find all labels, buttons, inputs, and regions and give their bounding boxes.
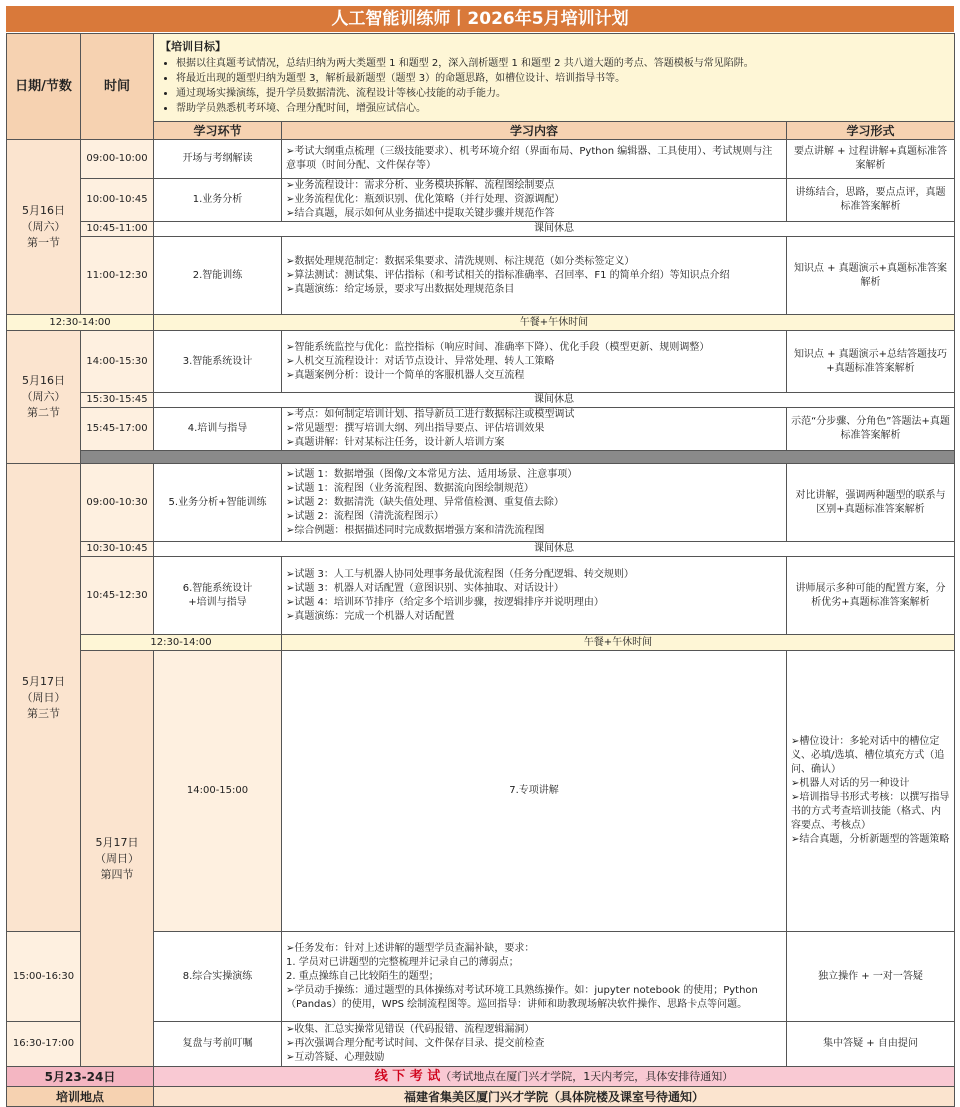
form-cell: 对比讲解，强调两种题型的联系与区别+真题标准答案解析 xyxy=(787,464,955,542)
form-cell: 讲练结合，思路，要点点评，真题标准答案解析 xyxy=(787,179,955,222)
session-cell xyxy=(154,237,282,315)
goal-item: • 通过现场实操演练，提升学员数据清洗、流程设计等核心技能的动手能力。 xyxy=(176,86,948,101)
time-cell: 09:00-10:30 xyxy=(81,464,154,542)
day-weekday: （周日） xyxy=(21,690,66,704)
day-weekday: （周六） xyxy=(21,390,66,403)
content-cell xyxy=(282,140,787,179)
content-line: ➢算法测试：测试集、评估指标（和考试相关的指标准确率、召回率、F1 的简单介绍）等知识点介绍 xyxy=(286,269,730,281)
form-cell: 讲师展示多种可能的配置方案，分析优劣+真题标准答案解析 xyxy=(787,557,955,635)
form-cell: 示范“分步骤、分角色”答题法+真题标准答案解析 xyxy=(787,408,955,451)
session-cell xyxy=(154,408,282,451)
content-line: ➢真题演练：给定场景，要求写出数据处理规范条目 xyxy=(286,283,515,295)
schedule-row xyxy=(7,651,955,932)
goals-list xyxy=(160,56,948,116)
day-weekday: （周六） xyxy=(21,220,66,233)
content-line: ➢业务流程优化：瓶颈识别、优化策略（并行处理、资源调配） xyxy=(286,194,565,205)
content-line: ➢机器人对话的另一种设计 xyxy=(791,778,910,789)
goal-item: • 根据以往真题考试情况，总结归纳为两大类题型 1 和题型 2，深入剖析题型 1 和题型 2 共八道大题的考点、答题模板与常见陷阱。 xyxy=(176,56,948,71)
break-row xyxy=(7,393,955,408)
session-name: 开场与考纲解读 xyxy=(182,153,253,164)
content-line: ➢考点：如何制定培训计划、指导新员工进行数据标注或模型调试 xyxy=(286,409,575,420)
content-line: ➢试题 3：机器人对话配置（意图识别、实体抽取、对话设计） xyxy=(286,582,564,594)
content-line: ➢互动答疑、心理鼓励 xyxy=(286,1052,385,1063)
time-cell: 15:30-15:45 xyxy=(81,393,154,408)
header-form: 学习形式 xyxy=(787,122,955,140)
content-line: ➢结合真题，展示如何从业务描述中提取关键步骤并规范作答 xyxy=(286,208,555,219)
content-cell xyxy=(282,237,787,315)
session-name: 4.培训与指导 xyxy=(187,423,248,434)
session-name: 5.业务分析+智能训练 xyxy=(168,496,267,508)
location-row xyxy=(7,1087,955,1107)
day-section: 第四节 xyxy=(100,867,134,881)
time-cell: 10:30-10:45 xyxy=(81,542,154,557)
content-cell xyxy=(282,1022,787,1067)
content-line: ➢综合例题：根据描述同时完成数据增强方案和清洗流程图 xyxy=(286,524,545,536)
schedule-row xyxy=(7,179,955,222)
divider-cell xyxy=(81,451,955,464)
content-line: ➢真题案例分析：设计一个简单的客服机器人交互流程 xyxy=(286,369,525,381)
content-line: ➢结合真题，分析新题型的答题策略 xyxy=(791,834,950,845)
session-cell xyxy=(154,331,282,393)
session-cell xyxy=(282,651,787,932)
content-line: 1. 学员对已讲题型的完整梳理并记录自己的薄弱点； xyxy=(286,956,519,968)
content-line: ➢智能系统监控与优化：监控指标（响应时间、准确率下降）、优化手段（模型更新、规则调整） xyxy=(286,341,710,353)
lunch-time: 12:30-14:00 xyxy=(81,635,282,651)
form-cell: 独立操作 + 一对一答疑 xyxy=(787,932,955,1022)
exam-note: （考试地点在厦门兴才学院，1天内考完，具体安排待通知） xyxy=(440,1069,734,1083)
form-cell: 知识点 + 真题演示+真题标准答案解析 xyxy=(787,237,955,315)
schedule-row xyxy=(7,464,955,542)
session-cell xyxy=(154,179,282,222)
session-name-2: +培训与指导 xyxy=(188,596,247,608)
content-line: 2. 重点操练自己比较陌生的题型； xyxy=(286,970,439,982)
content-line: ➢学员动手操练：通过题型的具体操练对考试环境工具熟练操作。如：jupyter notebook 的使用；Python（Pandas）的使用，WPS 绘制流程图等。巡回指导：讲师和助教现场解决软件操作、思路卡点等问题。 xyxy=(286,984,758,1010)
break-row xyxy=(7,542,955,557)
session-name: 7.专项讲解 xyxy=(509,785,559,796)
day-section: 第二节 xyxy=(27,406,60,419)
schedule-row xyxy=(7,331,955,393)
location-label: 培训地点 xyxy=(7,1087,154,1107)
lunch-row xyxy=(7,635,955,651)
day-section: 第一节 xyxy=(27,236,60,249)
lunch-row xyxy=(7,315,955,331)
session-name: 8.综合实操演练 xyxy=(182,970,253,982)
day-cell xyxy=(7,331,81,464)
header-date: 日期/节数 xyxy=(7,34,81,140)
content-line: ➢真题演练：完成一个机器人对话配置 xyxy=(286,610,455,622)
content-line: ➢业务流程设计：需求分析、业务模块拆解、流程图绘制要点 xyxy=(286,180,555,191)
content-line: ➢试题 2：流程图（清洗流程图示） xyxy=(286,510,444,522)
day-date: 5月16日 xyxy=(22,204,65,217)
content-line: ➢任务发布：针对上述讲解的题型学员查漏补缺，要求： xyxy=(286,942,535,954)
break-row xyxy=(7,222,955,237)
session-name: 3.智能系统设计 xyxy=(182,355,253,367)
session-cell xyxy=(154,140,282,179)
content-cell xyxy=(282,464,787,542)
content-line: ➢槽位设计：多轮对话中的槽位定义、必填/选填、槽位填充方式（追问、确认） xyxy=(791,736,945,775)
day-date: 5月17日 xyxy=(22,674,65,688)
session-name: 1.业务分析 xyxy=(192,194,243,205)
content-line: ➢数据处理规范制定：数据采集要求、清洗规则、标注规范（如分类标签定义） xyxy=(286,255,635,267)
session-name: 复盘与考前叮嘱 xyxy=(182,1038,253,1049)
day-cell xyxy=(81,651,154,1067)
content-line: ➢试题 2：数据清洗（缺失值处理、异常值检测、重复值去除） xyxy=(286,496,564,508)
day-section: 第三节 xyxy=(27,706,60,720)
time-cell: 16:30-17:00 xyxy=(7,1022,81,1067)
page-title: 人工智能训练师丨2026年5月培训计划 xyxy=(6,6,954,32)
day-weekday: （周日） xyxy=(95,851,139,865)
content-line: ➢试题 1：流程图（业务流程图、数据流向图绘制规范） xyxy=(286,482,534,494)
session-cell xyxy=(154,1022,282,1067)
time-cell: 11:00-12:30 xyxy=(81,237,154,315)
goal-item: • 将最近出现的题型归纳为题型 3，解析最新题型（题型 3）的命题思路，如槽位设计、培训指导书等。 xyxy=(176,71,948,86)
form-cell: 要点讲解 + 过程讲解+真题标准答案解析 xyxy=(787,140,955,179)
day-cell xyxy=(7,464,81,932)
time-cell: 10:00-10:45 xyxy=(81,179,154,222)
content-cell xyxy=(282,557,787,635)
lunch-label: 午餐+午休时间 xyxy=(154,315,955,331)
time-cell: 15:00-16:30 xyxy=(7,932,81,1022)
content-line: ➢培训指导书形式考核：以撰写指导书的方式考查培训技能（格式、内容要点、考核点） xyxy=(791,792,950,831)
content-line: ➢再次强调合理分配考试时间、文件保存目录、提交前检查 xyxy=(286,1038,545,1049)
break-label: 课间休息 xyxy=(154,222,955,237)
content-line: ➢人机交互流程设计：对话节点设计、异常处理、转人工策略 xyxy=(286,355,555,367)
session-name: 2.智能训练 xyxy=(192,269,243,281)
exam-label: 线 下 考 试 xyxy=(374,1068,441,1084)
goal-item: • 帮助学员熟悉机考环境、合理分配时间，增强应试信心。 xyxy=(176,101,948,116)
break-label: 课间休息 xyxy=(154,393,955,408)
session-cell xyxy=(154,557,282,635)
content-cell xyxy=(282,408,787,451)
content-line: ➢试题 3：人工与机器人协同处理事务最优流程图（任务分配逻辑、转交规则） xyxy=(286,568,634,580)
section-divider xyxy=(7,451,955,464)
header-time: 时间 xyxy=(81,34,154,140)
training-goals xyxy=(154,34,955,122)
content-line: ➢考试大纲重点梳理（三级技能要求）、机考环境介绍（界面布局、Python 编辑器、工具使用）、考试规则与注意事项（时间分配、文件保存等） xyxy=(286,146,773,171)
time-cell: 10:45-12:30 xyxy=(81,557,154,635)
break-label: 课间休息 xyxy=(154,542,955,557)
content-cell xyxy=(787,651,955,932)
content-line: ➢试题 1：数据增强（图像/文本常见方法、适用场景、注意事项） xyxy=(286,468,578,480)
session-name: 6.智能系统设计 xyxy=(182,582,253,594)
content-cell xyxy=(282,179,787,222)
lunch-time: 12:30-14:00 xyxy=(7,315,154,331)
session-cell xyxy=(154,464,282,542)
day-cell xyxy=(7,140,81,315)
session-cell xyxy=(154,932,282,1022)
exam-date: 5月23-24日 xyxy=(7,1067,154,1087)
header-content: 学习内容 xyxy=(282,122,787,140)
goals-title: 【培训目标】 xyxy=(160,39,226,53)
schedule-row xyxy=(7,140,955,179)
schedule-row xyxy=(7,557,955,635)
header-session: 学习环节 xyxy=(154,122,282,140)
schedule-row xyxy=(7,237,955,315)
exam-text xyxy=(154,1067,955,1087)
content-line: ➢收集、汇总实操常见错误（代码报错、流程逻辑漏洞） xyxy=(286,1024,535,1035)
content-cell xyxy=(282,932,787,1022)
lunch-label: 午餐+午休时间 xyxy=(282,635,955,651)
content-line: ➢试题 4：培训环节排序（给定多个培训步骤，按逻辑排序并说明理由） xyxy=(286,596,604,608)
content-cell xyxy=(282,331,787,393)
schedule-row xyxy=(7,408,955,451)
time-cell: 15:45-17:00 xyxy=(81,408,154,451)
exam-row xyxy=(7,1067,955,1087)
content-line: ➢常见题型：撰写培训大纲、列出指导要点、评估培训效果 xyxy=(286,423,545,434)
time-cell: 14:00-15:30 xyxy=(81,331,154,393)
content-line: ➢真题讲解：针对某标注任务，设计新人培训方案 xyxy=(286,437,505,448)
day-date: 5月17日 xyxy=(95,835,139,849)
time-cell: 14:00-15:00 xyxy=(154,651,282,932)
schedule-table xyxy=(6,33,955,1107)
location-value: 福建省集美区厦门兴才学院（具体院楼及课室号待通知） xyxy=(154,1087,955,1107)
time-cell: 10:45-11:00 xyxy=(81,222,154,237)
day-date: 5月16日 xyxy=(22,374,65,387)
form-cell: 知识点 + 真题演示+总结答题技巧+真题标准答案解析 xyxy=(787,331,955,393)
time-cell: 09:00-10:00 xyxy=(81,140,154,179)
form-cell: 集中答疑 + 自由提问 xyxy=(787,1022,955,1067)
